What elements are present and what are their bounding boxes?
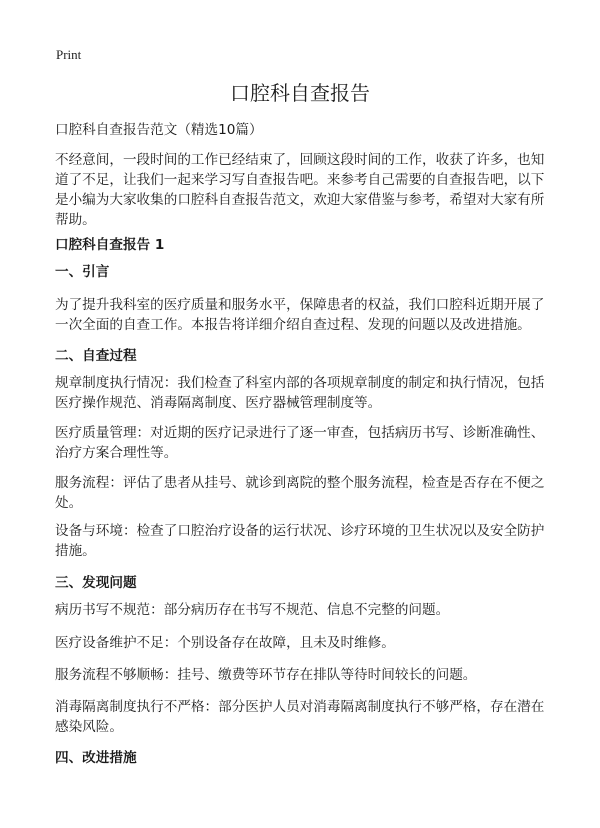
page-title: 口腔科自查报告 bbox=[230, 81, 370, 105]
report-heading: 口腔科自查报告 1 bbox=[55, 237, 165, 253]
intro-paragraph: 不经意间，一段时间的工作已经结束了，回顾这段时间的工作，收获了许多，也知道了不足，让我们一起来学习写自查报告吧。来参考自己需要的自查报告吧，以下是小编为大家收集的口腔科自查报告范文，欢迎大家借鉴与参考，希望对大家有所帮助。 bbox=[55, 152, 545, 228]
paragraph: 设备与环境：检查了口腔治疗设备的运行状况、诊疗环境的卫生状况以及安全防护措施。 bbox=[55, 523, 545, 559]
section-heading: 四、改进措施 bbox=[55, 750, 137, 766]
paragraph: 病历书写不规范：部分病历存在书写不规范、信息不完整的问题。 bbox=[55, 602, 450, 618]
subtitle: 口腔科自查报告范文（精选10篇） bbox=[55, 122, 263, 138]
paragraph: 医疗设备维护不足：个别设备存在故障，且未及时维修。 bbox=[55, 635, 395, 651]
paragraph: 消毒隔离制度执行不严格：部分医护人员对消毒隔离制度执行不够严格，存在潜在感染风险。 bbox=[55, 699, 545, 735]
section-heading: 三、发现问题 bbox=[55, 575, 137, 591]
paragraph: 医疗质量管理：对近期的医疗记录进行了逐一审查，包括病历书写、诊断准确性、治疗方案合理性等。 bbox=[55, 425, 545, 461]
paragraph: 规章制度执行情况：我们检查了科室内部的各项规章制度的制定和执行情况，包括医疗操作规范、消毒隔离制度、医疗器械管理制度等。 bbox=[55, 375, 545, 411]
paragraph: 为了提升我科室的医疗质量和服务水平，保障患者的权益，我们口腔科近期开展了一次全面的自查工作。本报告将详细介绍自查过程、发现的问题以及改进措施。 bbox=[55, 297, 545, 333]
section-heading: 一、引言 bbox=[55, 264, 110, 280]
paragraph: 服务流程不够顺畅：挂号、缴费等环节存在排队等待时间较长的问题。 bbox=[55, 667, 477, 683]
section-heading: 二、自查过程 bbox=[55, 348, 137, 364]
paragraph: 服务流程：评估了患者从挂号、就诊到离院的整个服务流程，检查是否存在不便之处。 bbox=[55, 475, 545, 511]
print-link[interactable]: Print bbox=[56, 47, 82, 62]
